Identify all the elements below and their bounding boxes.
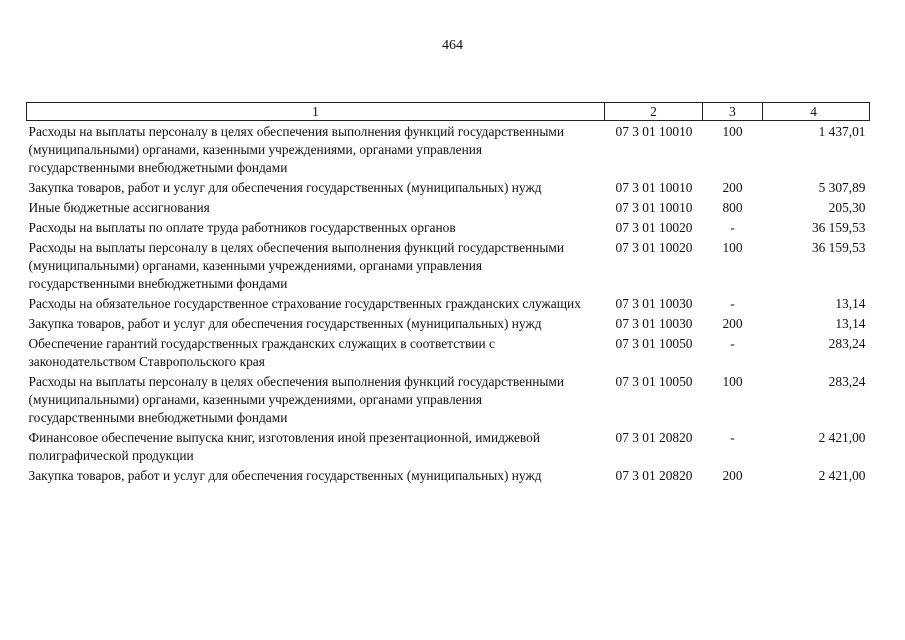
- header-row: [27, 103, 870, 121]
- row-code: 07 3 01 10030: [615, 296, 693, 311]
- row-code: 07 3 01 10010: [615, 180, 693, 195]
- row-expense-type: 800: [722, 200, 743, 215]
- row-code: 07 3 01 10010: [615, 200, 693, 215]
- row-code: 07 3 01 10020: [615, 240, 693, 255]
- header-col-1: 1: [27, 103, 605, 121]
- row-name: Иные бюджетные ассигнования: [28, 200, 210, 215]
- row-expense-type: 200: [722, 468, 743, 483]
- budget-table: [26, 102, 870, 487]
- row-name: Расходы на выплаты персоналу в целях обеспечения выполнения функций государственными (муниципальными) органами, казенными учреждениями, органами управления государственными внебюджетными фондами: [28, 374, 565, 425]
- table-row: [27, 429, 870, 467]
- row-amount: 2 421,00: [818, 430, 866, 445]
- row-name: Закупка товаров, работ и услуг для обеспечения государственных (муниципальных) нужд: [28, 468, 542, 483]
- row-amount: 283,24: [828, 336, 866, 351]
- row-code: 07 3 01 10020: [615, 220, 693, 235]
- row-name: Расходы на обязательное государственное страхование государственных гражданских служащих: [28, 296, 581, 311]
- row-expense-type: -: [730, 220, 735, 235]
- table-row: [27, 315, 870, 335]
- row-expense-type: -: [730, 296, 735, 311]
- row-expense-type: 100: [722, 124, 743, 139]
- row-code: 07 3 01 10050: [615, 336, 693, 351]
- row-expense-type: -: [730, 430, 735, 445]
- row-code: 07 3 01 10030: [615, 316, 693, 331]
- row-name: Расходы на выплаты персоналу в целях обеспечения выполнения функций государственными (муниципальными) органами, казенными учреждениями, органами управления государственными внебюджетными фондами: [28, 240, 565, 291]
- row-expense-type: -: [730, 336, 735, 351]
- header-col-4: 4: [763, 103, 870, 121]
- row-amount: 1 437,01: [818, 124, 866, 139]
- table-row: [27, 179, 870, 199]
- row-code: 07 3 01 10050: [615, 374, 693, 389]
- table-body: [27, 121, 870, 488]
- row-amount: 13,14: [835, 296, 866, 311]
- row-expense-type: 100: [722, 374, 743, 389]
- table-row: [27, 199, 870, 219]
- table-row: [27, 239, 870, 295]
- row-name: Расходы на выплаты персоналу в целях обеспечения выполнения функций государственными (муниципальными) органами, казенными учреждениями, органами управления государственными внебюджетными фондами: [28, 124, 565, 175]
- header-col-3: 3: [703, 103, 763, 121]
- row-amount: 36 159,53: [811, 220, 866, 235]
- row-expense-type: 100: [722, 240, 743, 255]
- row-name: Закупка товаров, работ и услуг для обеспечения государственных (муниципальных) нужд: [28, 180, 542, 195]
- table-row: [27, 373, 870, 429]
- row-expense-type: 200: [722, 180, 743, 195]
- row-amount: 2 421,00: [818, 468, 866, 483]
- row-amount: 36 159,53: [811, 240, 866, 255]
- row-amount: 5 307,89: [818, 180, 866, 195]
- row-expense-type: 200: [722, 316, 743, 331]
- table-row: [27, 467, 870, 487]
- table-row: [27, 219, 870, 239]
- row-name: Закупка товаров, работ и услуг для обеспечения государственных (муниципальных) нужд: [28, 316, 542, 331]
- row-amount: 283,24: [828, 374, 866, 389]
- row-name: Расходы на выплаты по оплате труда работников государственных органов: [28, 220, 456, 235]
- table-row: [27, 295, 870, 315]
- row-code: 07 3 01 20820: [615, 430, 693, 445]
- row-code: 07 3 01 20820: [615, 468, 693, 483]
- row-code: 07 3 01 10010: [615, 124, 693, 139]
- header-col-2: 2: [605, 103, 703, 121]
- row-name: Финансовое обеспечение выпуска книг, изготовления иной презентационной, имиджевой полиграфической продукции: [28, 430, 541, 463]
- row-amount: 205,30: [828, 200, 866, 215]
- row-name: Обеспечение гарантий государственных гражданских служащих в соответствии с законодательством Ставропольского края: [28, 336, 495, 369]
- page-number: 464: [442, 38, 463, 53]
- table-row: [27, 335, 870, 373]
- row-amount: 13,14: [835, 316, 866, 331]
- table-row: [27, 121, 870, 180]
